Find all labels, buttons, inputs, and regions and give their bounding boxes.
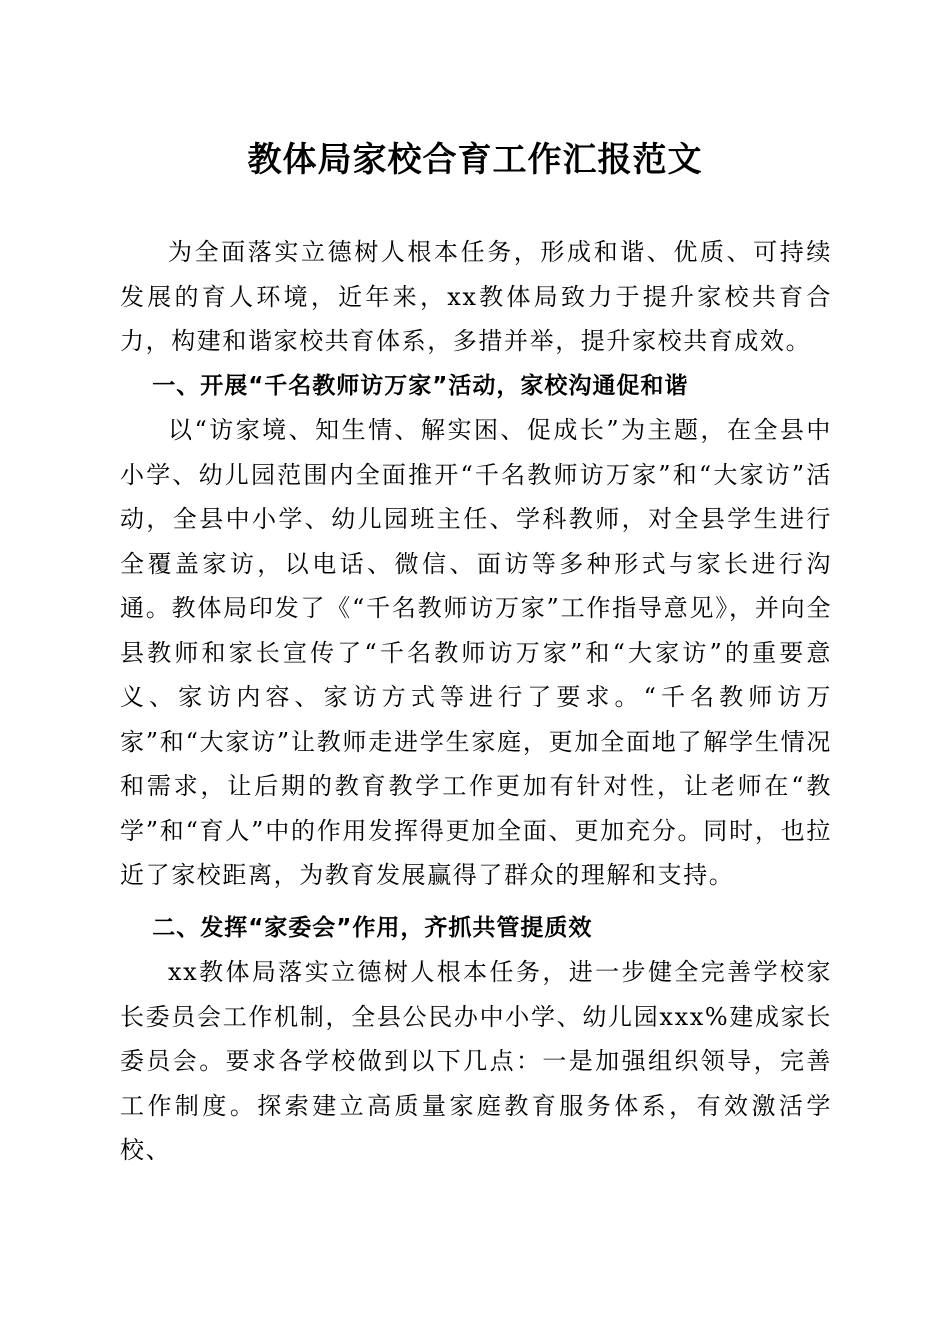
intro-paragraph: 为全面落实立德树人根本任务，形成和谐、优质、可持续发展的育人环境，近年来，xx教体局致力于提升家校共育合力，构建和谐家校共育体系，多措并举，提升家校共育成效。	[120, 238, 832, 355]
section-paragraph-1: 以“访家境、知生情、解实困、促成长”为主题，在全县中小学、幼儿园范围内全面推开“千名教师访万家”和“大家访”活动，全县中小学、幼儿园班主任、学科教师，对全县学生进行全覆盖家访，以电话、微信、面访等多种形式与家长进行沟通。教体局印发了《“千名教师访万家”工作指导意见》，并向全县教师和家长宣传了“千名教师访万家”和“大家访”的重要意义、家访内容、家访方式等进行了要求。“千名教师访万家”和“大家访”让教师走进学生家庭，更加全面地了解学生情况和需求，让后期的教育教学工作更加有针对性，让老师在“教学”和“育人”中的作用发挥得更加全面、更加充分。同时，也拉近了家校距离，为教育发展赢得了群众的理解和支持。	[120, 416, 832, 889]
section-heading-1: 一、开展“千名教师访万家”活动，家校沟通促和谐	[152, 372, 689, 399]
document-title: 教体局家校合育工作汇报范文	[247, 140, 703, 180]
section-paragraph-2: xx教体局落实立德树人根本任务，进一步健全完善学校家长委员会工作机制，全县公民办中小学、幼儿园xxx%建成家长委员会。要求各学校做到以下几点：一是加强组织领导，完善工作制度。探索建立高质量家庭教育服务体系，有效激活学校、	[120, 958, 832, 1164]
document-body	[120, 230, 832, 1173]
section-heading-2: 二、发挥“家委会”作用，齐抓共管提质效	[152, 914, 593, 941]
